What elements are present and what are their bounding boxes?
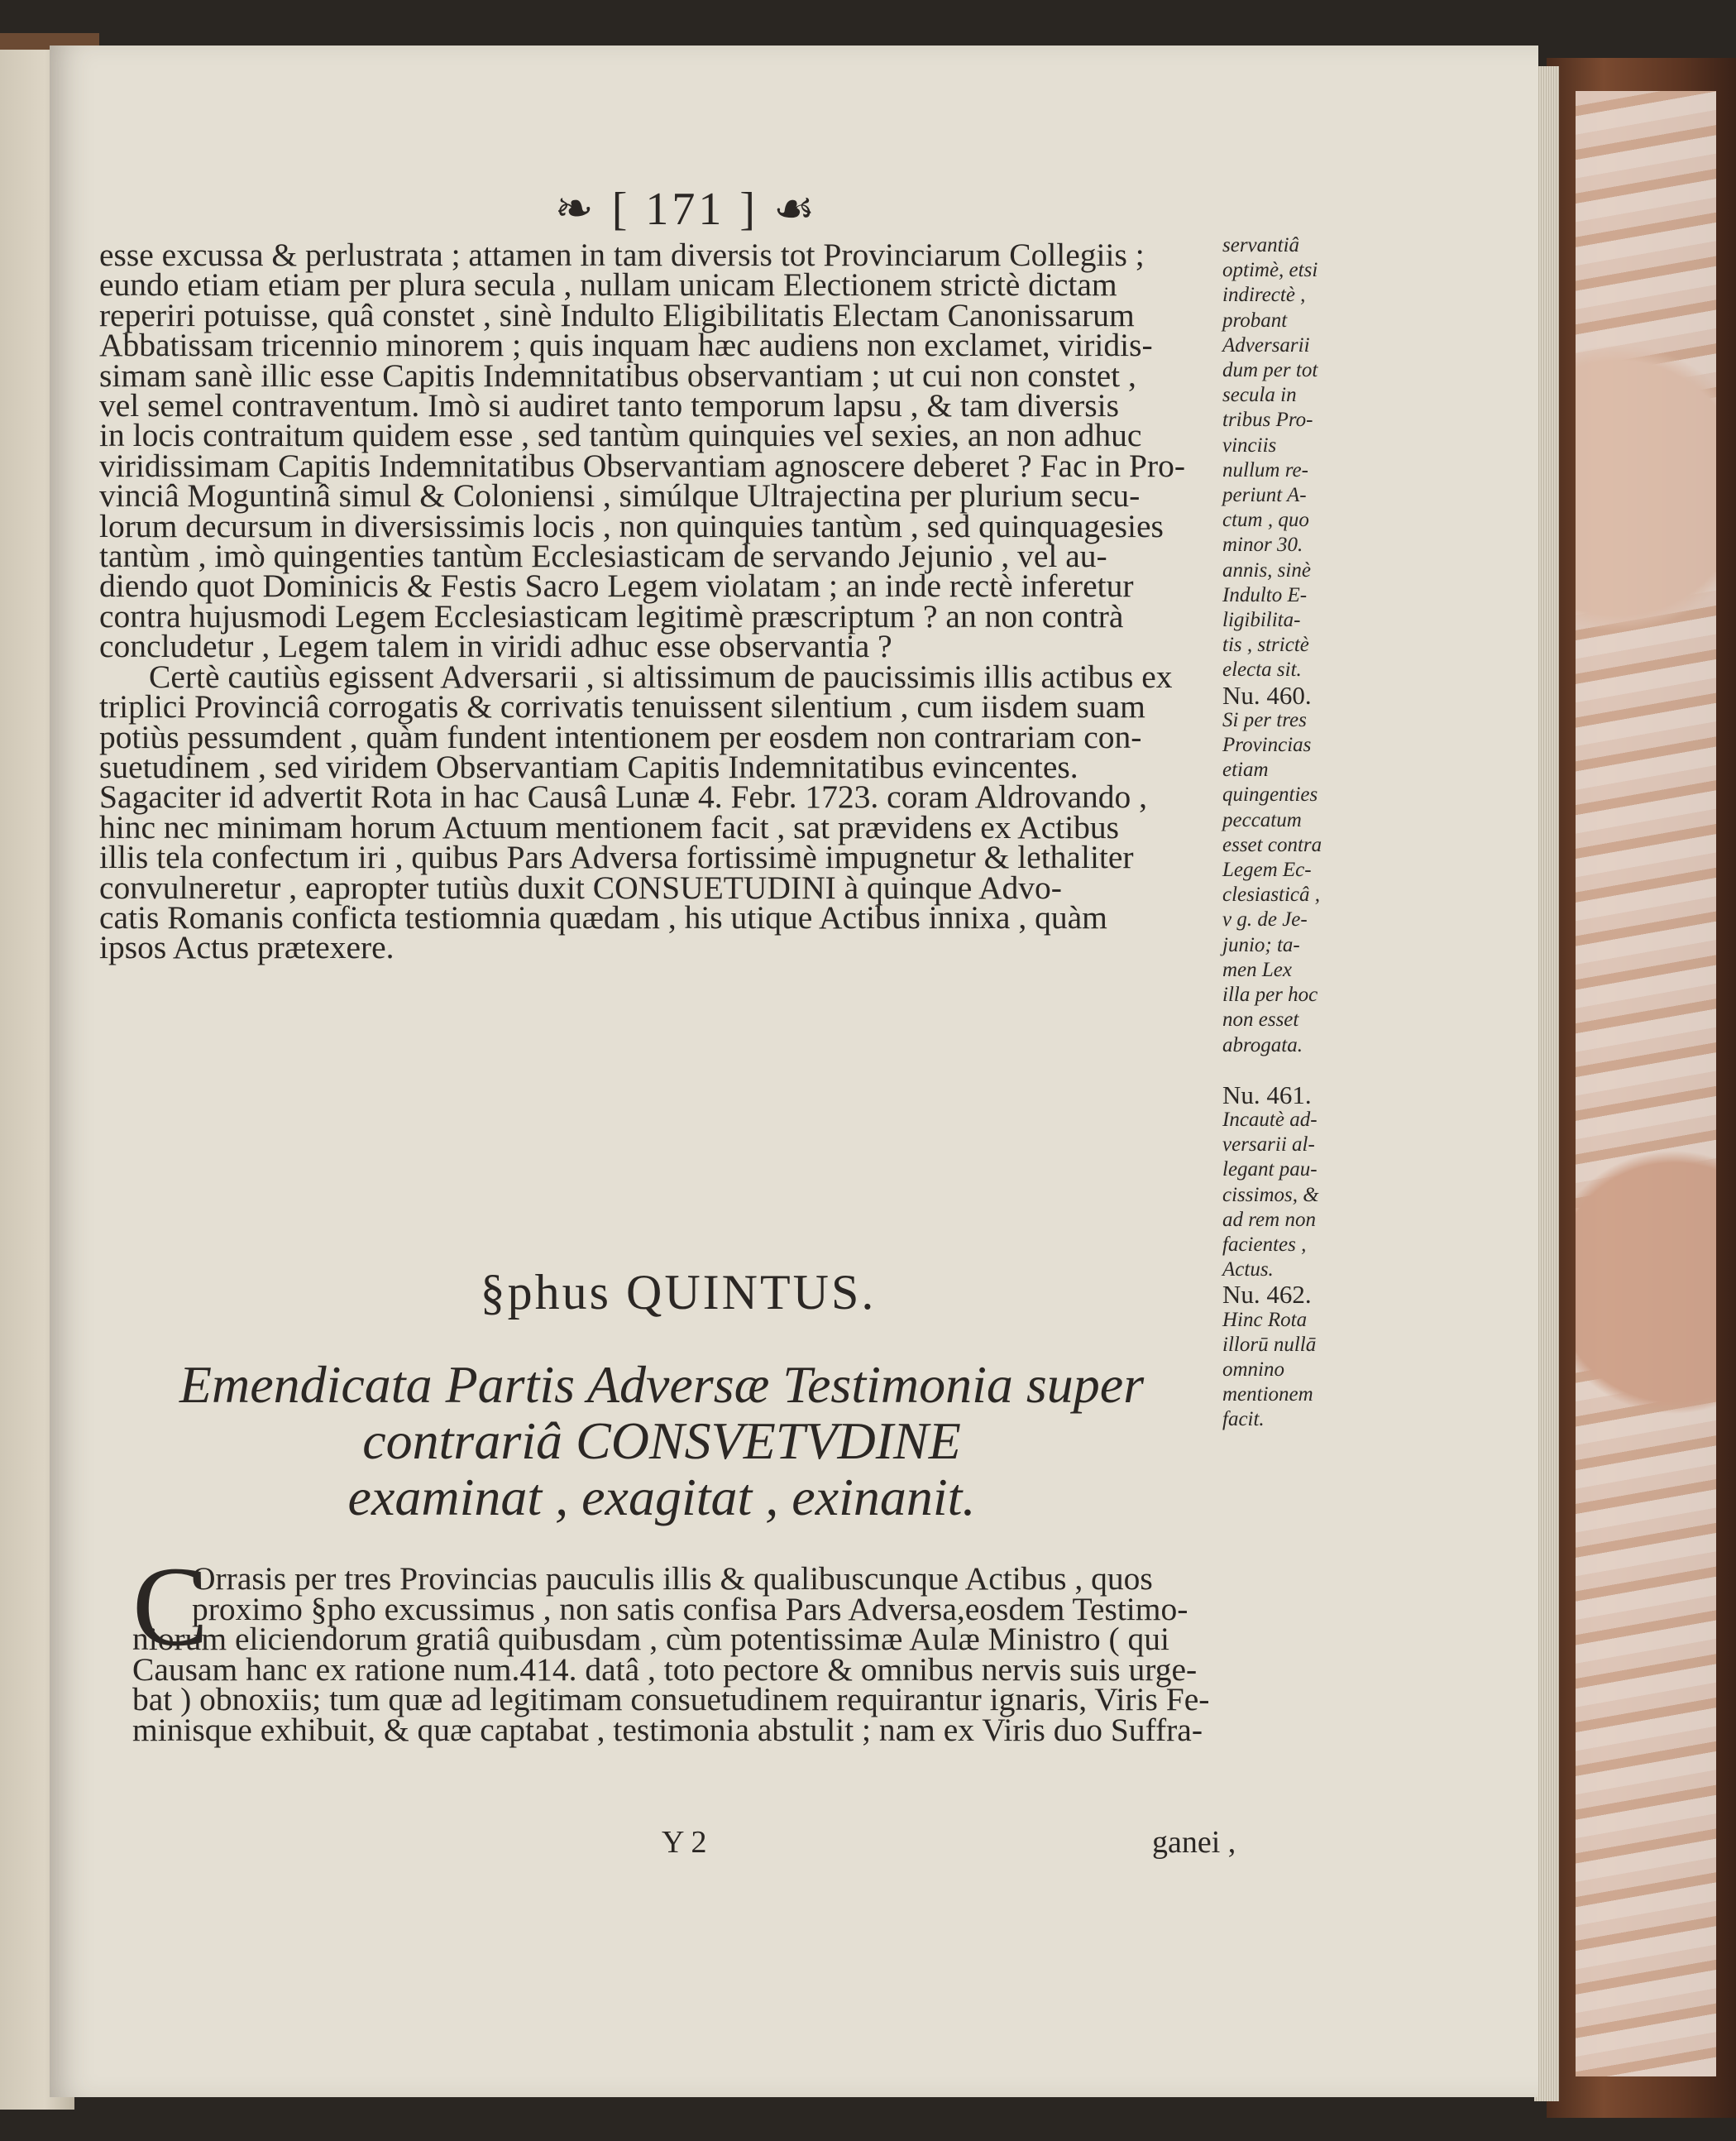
text-line: tantùm , imò quingenties tantùm Ecclesiasticam de servando Jejunio , vel au- bbox=[99, 538, 1107, 575]
margin-note-line: illa per hoc bbox=[1222, 984, 1318, 1007]
text-line: viridissimam Capitis Indemnitatibus Observantiam agnoscere deberet ? Fac in Pro- bbox=[99, 447, 1186, 484]
margin-note-line: versarii al- bbox=[1222, 1133, 1315, 1157]
signature-mark: Y 2 bbox=[662, 1825, 707, 1860]
margin-note-line: peccatum bbox=[1222, 808, 1302, 831]
margin-note-line: junio; ta- bbox=[1222, 933, 1300, 956]
text-line: ipsos Actus prætexere. bbox=[99, 929, 395, 966]
margin-note-line: etiam bbox=[1222, 759, 1269, 782]
margin-note-line: probant bbox=[1222, 309, 1288, 332]
margin-note-line: Hinc Rota bbox=[1222, 1308, 1308, 1331]
text-line: illis tela confectum iri , quibus Pars Adversa fortissimè impugnetur & lethaliter bbox=[99, 839, 1134, 876]
margin-note-line: indirectè , bbox=[1222, 284, 1306, 307]
text-line: niorum eliciendorum gratiâ quibusdam , cùm potentissimæ Aulæ Ministro ( qui bbox=[132, 1621, 1170, 1658]
margin-note-line: non esset bbox=[1222, 1008, 1299, 1032]
margin-note-line: facit. bbox=[1222, 1408, 1265, 1431]
margin-note-line: optimè, etsi bbox=[1222, 259, 1318, 282]
text-line: esse excussa & perlustrata ; attamen in tam diversis tot Provinciarum Collegiis ; bbox=[99, 237, 1145, 273]
text-line: contrariâ CONSVETVDINE bbox=[362, 1411, 961, 1470]
margin-note-line: v g. de Je- bbox=[1222, 908, 1308, 932]
marbled-endpaper bbox=[1576, 91, 1716, 2076]
margin-note-line: Legem Ec- bbox=[1222, 859, 1312, 882]
text-line: reperiri potuisse, quâ constet , sinè Indulto Eligibilitatis Electam Canonissarum bbox=[99, 296, 1135, 333]
text-line: Certè cautiùs egissent Adversarii , si altissimum de paucissimis illis actibus ex bbox=[149, 658, 1173, 695]
margin-note-line: facientes , bbox=[1222, 1233, 1307, 1256]
text-line: suetudinem , sed viridem Observantiam Capitis Indemnitatibus evincentes. bbox=[99, 748, 1078, 785]
text-line: triplici Provinciâ corrogatis & corrivatis tenuissent silentium , cum iisdem suam bbox=[99, 688, 1145, 726]
text-line: diendo quot Dominicis & Festis Sacro Legem violatam ; an inde rectè inferetur bbox=[99, 568, 1134, 605]
text-line: Causam hanc ex ratione num.414. datâ , toto pectore & omnibus nervis suis urge- bbox=[132, 1650, 1198, 1688]
text-line: Sagaciter id advertit Rota in hac Causâ Lunæ 4. Febr. 1723. coram Aldrovando , bbox=[99, 778, 1148, 816]
margin-note-line: cissimos, & bbox=[1222, 1183, 1319, 1206]
catchword: ganei , bbox=[1152, 1825, 1236, 1860]
margin-note-line: Nu. 462. bbox=[1222, 1280, 1312, 1310]
text-line: Emendicata Partis Adversæ Testimonia super bbox=[179, 1355, 1145, 1414]
margin-note-line: omnino bbox=[1222, 1358, 1284, 1381]
margin-note-line: Indulto E- bbox=[1222, 583, 1308, 606]
margin-note-line: esset contra bbox=[1222, 833, 1322, 856]
margin-notes bbox=[1222, 233, 1392, 1433]
margin-note-line: electa sit. bbox=[1222, 659, 1302, 682]
margin-note-line: ad rem non bbox=[1222, 1208, 1316, 1231]
margin-note-line: minor 30. bbox=[1222, 534, 1303, 557]
margin-note-line: dum per tot bbox=[1222, 359, 1318, 382]
margin-note-line: men Lex bbox=[1222, 958, 1292, 981]
page-header bbox=[513, 182, 860, 236]
text-line: Orrasis per tres Provincias pauculis illis & qualibuscunque Actibus , quos bbox=[192, 1560, 1153, 1597]
margin-note-line: ligibilita- bbox=[1222, 609, 1301, 632]
margin-note-line: Actus. bbox=[1222, 1258, 1274, 1281]
text-line: vinciâ Moguntinâ simul & Coloniensi , simúlque Ultrajectina per plurium secu- bbox=[99, 477, 1141, 515]
text-line: examinat , exagitat , exinanit. bbox=[347, 1468, 976, 1526]
text-line: simam sanè illic esse Capitis Indemnitatibus observantiam ; ut cui non constet , bbox=[99, 357, 1136, 394]
margin-note-line: tribus Pro- bbox=[1222, 409, 1313, 432]
paragraph-two bbox=[132, 1560, 1241, 1748]
section-heading bbox=[116, 1357, 1208, 1526]
margin-note-line: nullum re- bbox=[1222, 458, 1308, 481]
text-line: in locis contraitum quidem esse , sed tantùm quinquies vel sexies, an non adhuc bbox=[99, 417, 1142, 454]
text-line: convulneretur , eapropter tutiùs duxit CONSUETUDINI à quinque Advo- bbox=[99, 869, 1062, 906]
text-line: proximo §pho excussimus , non satis confisa Pars Adversa,eosdem Testimo- bbox=[192, 1590, 1188, 1627]
margin-note-line: quingenties bbox=[1222, 783, 1318, 807]
margin-note-line: abrogata. bbox=[1222, 1033, 1303, 1056]
margin-note-line: Nu. 461. bbox=[1222, 1080, 1312, 1109]
text-line: contra hujusmodi Legem Ecclesiasticam legitimè præscriptum ? an non contrà bbox=[99, 597, 1124, 635]
margin-note-line: legant pau- bbox=[1222, 1158, 1318, 1181]
drop-cap: C bbox=[132, 1543, 209, 1669]
text-line: bat ) obnoxiis; tum quæ ad legitimam consuetudinem requirantur ignaris, Viris Fe- bbox=[132, 1681, 1210, 1718]
margin-note-line: Si per tres bbox=[1222, 708, 1307, 731]
margin-note-line: Incautè ad- bbox=[1222, 1108, 1318, 1131]
text-line: concludetur , Legem talem in viridi adhuc esse observantia ? bbox=[99, 628, 892, 665]
text-line: potiùs pessumdent , quàm fundent intentionem per eosdem non contrariam con- bbox=[99, 718, 1142, 755]
section-title: §phus QUINTUS. bbox=[480, 1265, 877, 1320]
page-number: [ 171 ] bbox=[611, 184, 758, 235]
margin-note-line: vinciis bbox=[1222, 433, 1277, 457]
margin-note-line: mentionem bbox=[1222, 1383, 1313, 1406]
text-line: minisque exhibuit, & quæ captabat , testimonia abstulit ; nam ex Viris duo Suffra- bbox=[132, 1711, 1203, 1748]
margin-note-line: clesiasticâ , bbox=[1222, 884, 1321, 907]
text-line: lorum decursum in diversissimis locis , non quinquies tantùm , sed quinquagesies bbox=[99, 507, 1164, 544]
margin-note-line: tis , strictè bbox=[1222, 634, 1309, 657]
text-line: Abbatissam tricennio minorem ; quis inquam hæc audiens non exclamet, viridis- bbox=[99, 327, 1153, 364]
text-line: hinc nec minimam horum Actuum mentionem facit , sat prævidens ex Actibus bbox=[99, 808, 1120, 845]
margin-note-line: periunt A- bbox=[1222, 484, 1307, 507]
margin-note-line: secula in bbox=[1222, 384, 1297, 407]
header-ornament-right-icon: ☙ bbox=[773, 184, 819, 235]
margin-note-line: Nu. 460. bbox=[1222, 680, 1312, 710]
margin-note-line: Adversarii bbox=[1222, 333, 1310, 357]
main-text bbox=[99, 237, 1212, 966]
margin-note-line: illorū nullā bbox=[1222, 1333, 1317, 1356]
margin-note-line: servantiâ bbox=[1222, 234, 1300, 256]
margin-note-line: annis, sinè bbox=[1222, 558, 1311, 582]
margin-note-line: ctum , quo bbox=[1222, 509, 1309, 532]
header-ornament-left-icon: ❧ bbox=[554, 184, 597, 235]
text-line: catis Romanis conficta testiomnia quædam , his utique Actibus innixa , quàm bbox=[99, 898, 1107, 936]
text-line: vel semel contraventum. Imò si audiret tanto temporum lapsu , & tam diversis bbox=[99, 387, 1120, 424]
margin-note-line: Provincias bbox=[1222, 734, 1312, 757]
text-line: eundo etiam etiam per plura secula , nullam unicam Electionem strictè dictam bbox=[99, 266, 1117, 304]
